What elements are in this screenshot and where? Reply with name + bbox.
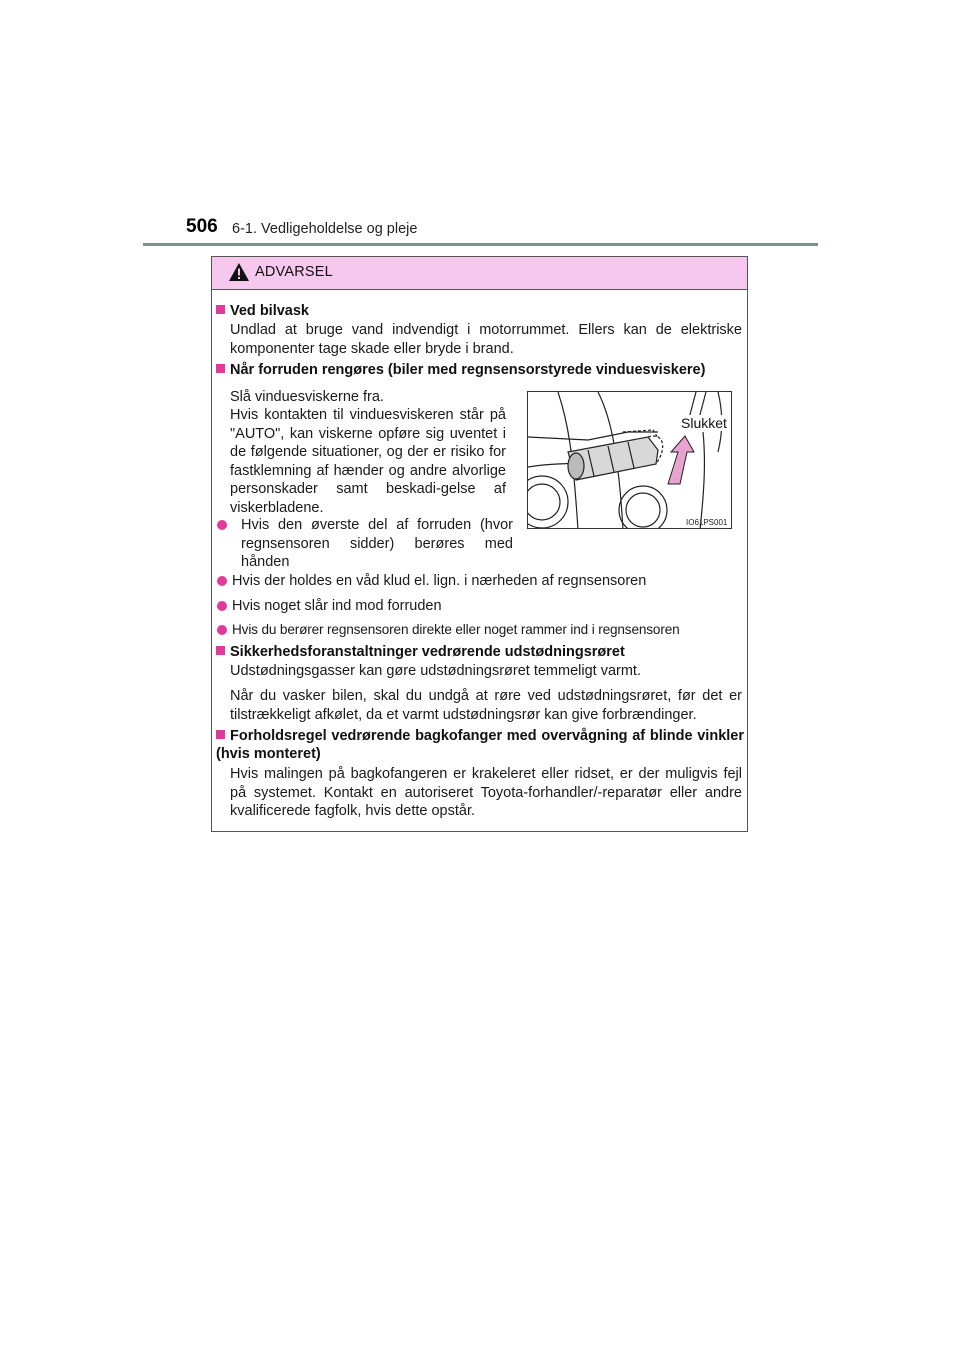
heading-bagkofanger <box>216 727 744 763</box>
bullet-item <box>231 516 513 572</box>
bullet-text: Hvis den øverste del af forruden (hvor regnsensoren sidder) berøres med hånden <box>241 517 513 570</box>
round-bullet-icon <box>217 576 227 586</box>
heading-text: Ved bilvask <box>230 303 309 319</box>
heading-ved-bilvask <box>216 302 744 320</box>
wiper-stalk-illustration <box>528 392 732 529</box>
paragraph-forrude-line1: Slå vinduesviskerne fra. <box>230 389 384 405</box>
paragraph-bilvask: Undlad at bruge vand indvendigt i motorrummet. Ellers kan de elektriske komponenter tage skade eller bryde i brand. <box>230 322 742 357</box>
round-bullet-icon <box>217 625 227 635</box>
round-bullet-icon <box>217 520 227 530</box>
square-bullet-icon <box>216 646 225 655</box>
heading-text: Sikkerhedsforanstaltninger vedrørende udstødningsrøret <box>230 644 625 660</box>
bullet-item <box>217 572 646 591</box>
bullet-text: Hvis du berører regnsensoren direkte eller noget rammer ind i regnsensoren <box>232 622 680 637</box>
round-bullet-icon <box>217 601 227 611</box>
wiper-switch-figure <box>527 391 732 529</box>
figure-label-slukket: Slukket <box>681 415 727 431</box>
heading-udstoedningsroer <box>216 643 744 661</box>
bullet-text: Hvis noget slår ind mod forruden <box>232 598 442 614</box>
section-title: 6-1. Vedligeholdelse og pleje <box>232 221 418 237</box>
page-number: 506 <box>186 216 218 237</box>
square-bullet-icon <box>216 305 225 314</box>
header-rule <box>143 243 818 246</box>
heading-text: Når forruden rengøres (biler med regnsensorstyrede vinduesviskere) <box>230 362 706 378</box>
figure-code: IO61PS001 <box>686 518 728 527</box>
bullet-item <box>217 621 680 640</box>
warning-triangle-icon <box>228 262 250 282</box>
paragraph-udstoedning-2: Når du vasker bilen, skal du undgå at røre ved udstødningsrøret, før det er tilstrækkeligt afkølet, da et varmt udstødningsrør kan give forbrændinger. <box>230 688 742 723</box>
warning-label: ADVARSEL <box>255 264 333 280</box>
square-bullet-icon <box>216 364 225 373</box>
paragraph-forrude-line2: Hvis kontakten til vinduesviskeren står på "AUTO", kan viskerne opføre sig uventet i de følgende situationer, og der er risiko for fastklemning af hænder og andre alvorlige personskader samt beskadi-gelse af viskerbladene. <box>230 407 506 516</box>
paragraph-udstoedning-1: Udstødningsgasser kan gøre udstødningsrøret temmeligt varmt. <box>230 663 641 679</box>
bullet-item <box>217 597 442 616</box>
warning-header <box>212 257 747 290</box>
bullet-text: Hvis der holdes en våd klud el. lign. i nærheden af regnsensoren <box>232 573 647 589</box>
square-bullet-icon <box>216 730 225 739</box>
paragraph-bagkofanger: Hvis malingen på bagkofangeren er krakeleret eller ridset, er der muligvis fejl på systemet. Kontakt en autoriseret Toyota-forhandler/-reparatør eller andre kvalificerede fagfolk, hvis dette opstår. <box>230 766 742 819</box>
heading-forrude <box>216 361 744 379</box>
heading-text: Forholdsregel vedrørende bagkofanger med overvågning af blinde vinkler (hvis monteret) <box>216 728 744 762</box>
